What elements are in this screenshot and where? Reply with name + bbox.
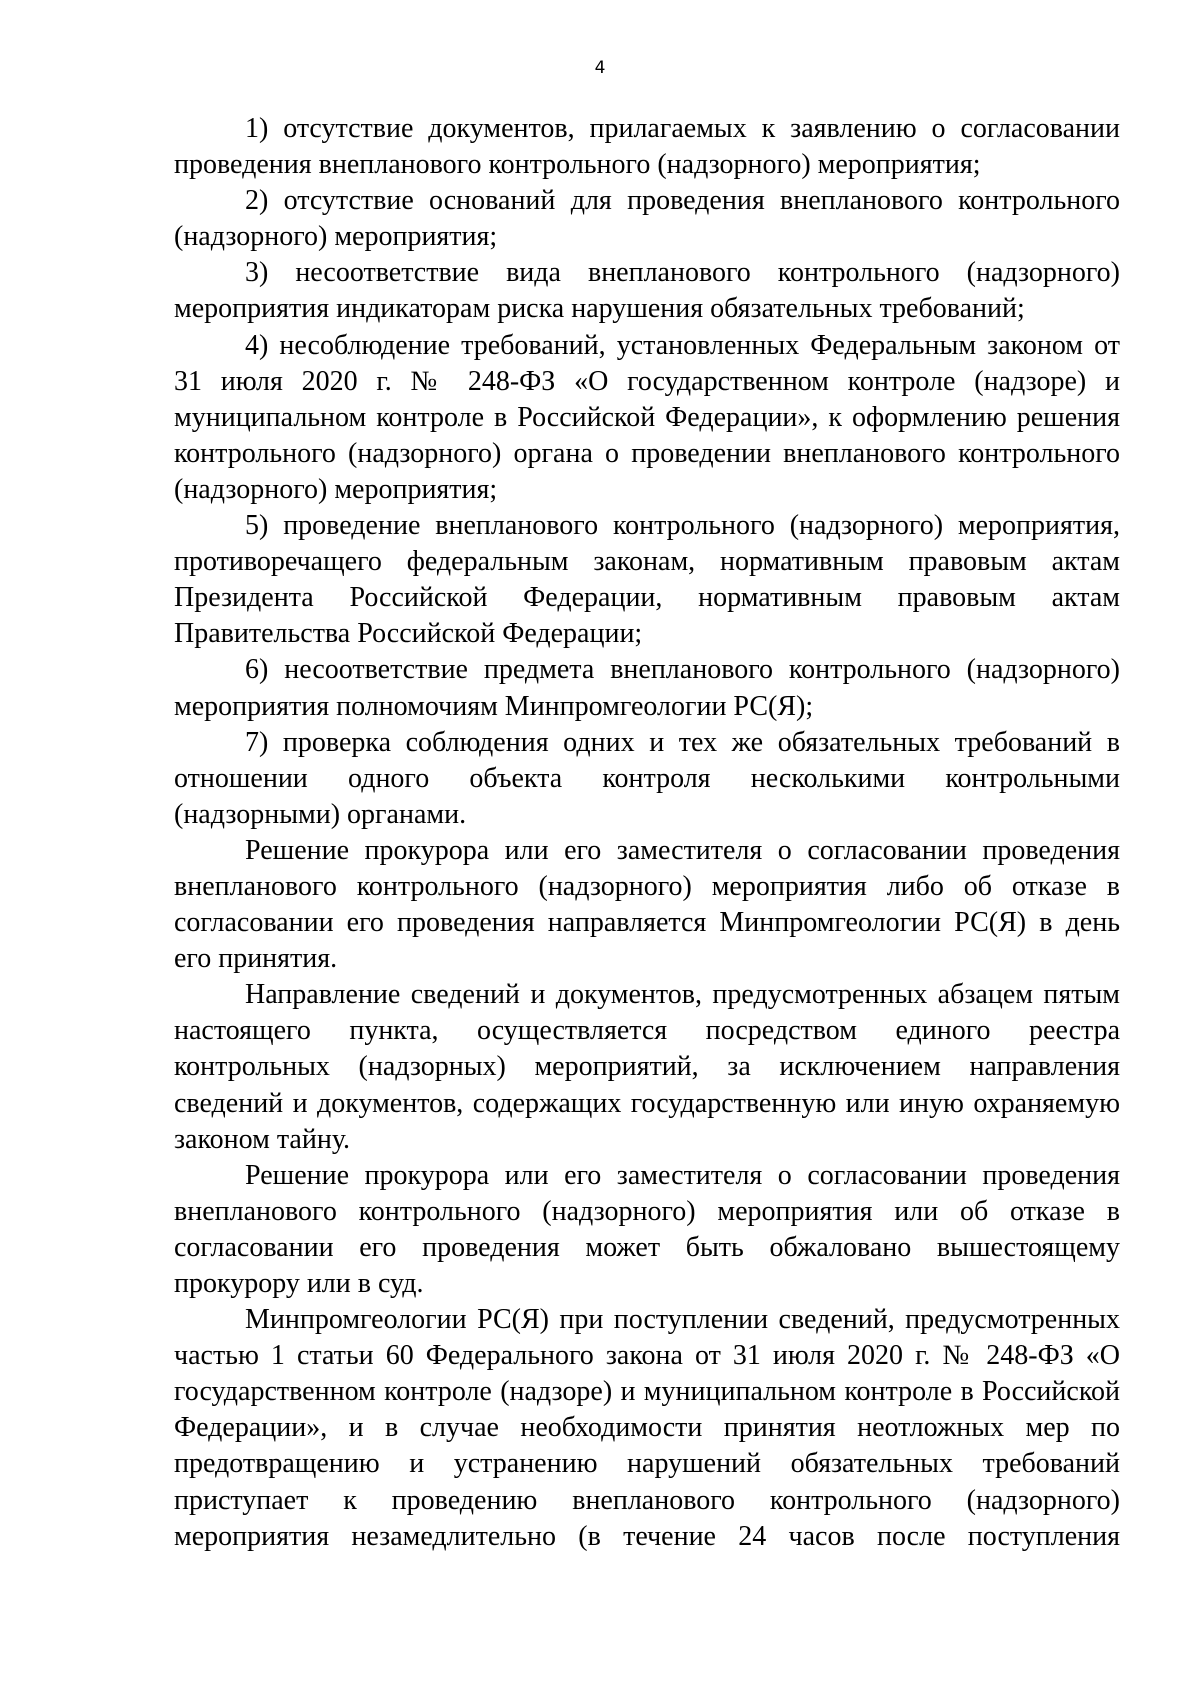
list-item-1: 1) отсутствие документов, прилагаемых к заявлению о согласовании проведения внепланового контрольного (надзорного) мероприятия; <box>174 113 1120 181</box>
list-item-3: 3) несоответствие вида внепланового контрольного (надзорного) мероприятия индикаторам риска нарушения обязательных требований; <box>174 257 1120 325</box>
list-item-7: 7) проверка соблюдения одних и тех же обязательных требований в отношении одного объекта контроля несколькими контрольными (надзорными) органами. <box>174 726 1120 830</box>
list-item-2: 2) отсутствие оснований для проведения внепланового контрольного (надзорного) мероприятия; <box>174 185 1120 253</box>
page-number: 4 <box>594 58 606 78</box>
paragraph-appeal: Решение прокурора или его заместителя о согласовании проведения внепланового контрольного (надзорного) мероприятия или об отказе в согласовании его проведения может быть обжаловано вышестоящему прокурору или в суд. <box>174 1159 1120 1299</box>
paragraph-registry: Направление сведений и документов, предусмотренных абзацем пятым настоящего пункта, осуществляется посредством единого реестра контрольных (надзорных) мероприятий, за исключением направления сведений и документов, содержащих государственную или иную охраняемую законом тайну. <box>174 979 1120 1155</box>
document-body <box>174 111 1120 1555</box>
list-item-5: 5) проведение внепланового контрольного (надзорного) мероприятия, противоречащего федеральным законам, нормативным правовым актам Президента Российской Федерации, нормативным правовым актам Правительства Российской Федерации; <box>174 510 1120 650</box>
paragraph-urgent-measures: Минпромгеологии РС(Я) при поступлении сведений, предусмотренных частью 1 статьи 60 Федерального закона от 31 июля 2020 г. № 248-ФЗ «О государственном контроле (надзоре) и муниципальном контроле в Российской Федерации», и в случае необходимости принятия неотложных мер по предотвращению и устранению нарушений обязательных требований приступает к проведению внепланового контрольного (надзорного) мероприятия незамедлительно (в течение 24 часов после поступления <box>174 1304 1120 1552</box>
paragraph-decision-notice: Решение прокурора или его заместителя о согласовании проведения внепланового контрольного (надзорного) мероприятия либо об отказе в согласовании его проведения направляется Минпромгеологии РС(Я) в день его принятия. <box>174 834 1120 975</box>
list-item-4: 4) несоблюдение требований, установленных Федеральным законом от 31 июля 2020 г. № 248-ФЗ «О государственном контроле (надзоре) и муниципальном контроле в Российской Федерации», к оформлению решения контрольного (надзорного) органа о проведении внепланового контрольного (надзорного) мероприятия; <box>174 329 1120 505</box>
list-item-6: 6) несоответствие предмета внепланового контрольного (надзорного) мероприятия полномочиям Минпромгеологии РС(Я); <box>174 654 1120 722</box>
